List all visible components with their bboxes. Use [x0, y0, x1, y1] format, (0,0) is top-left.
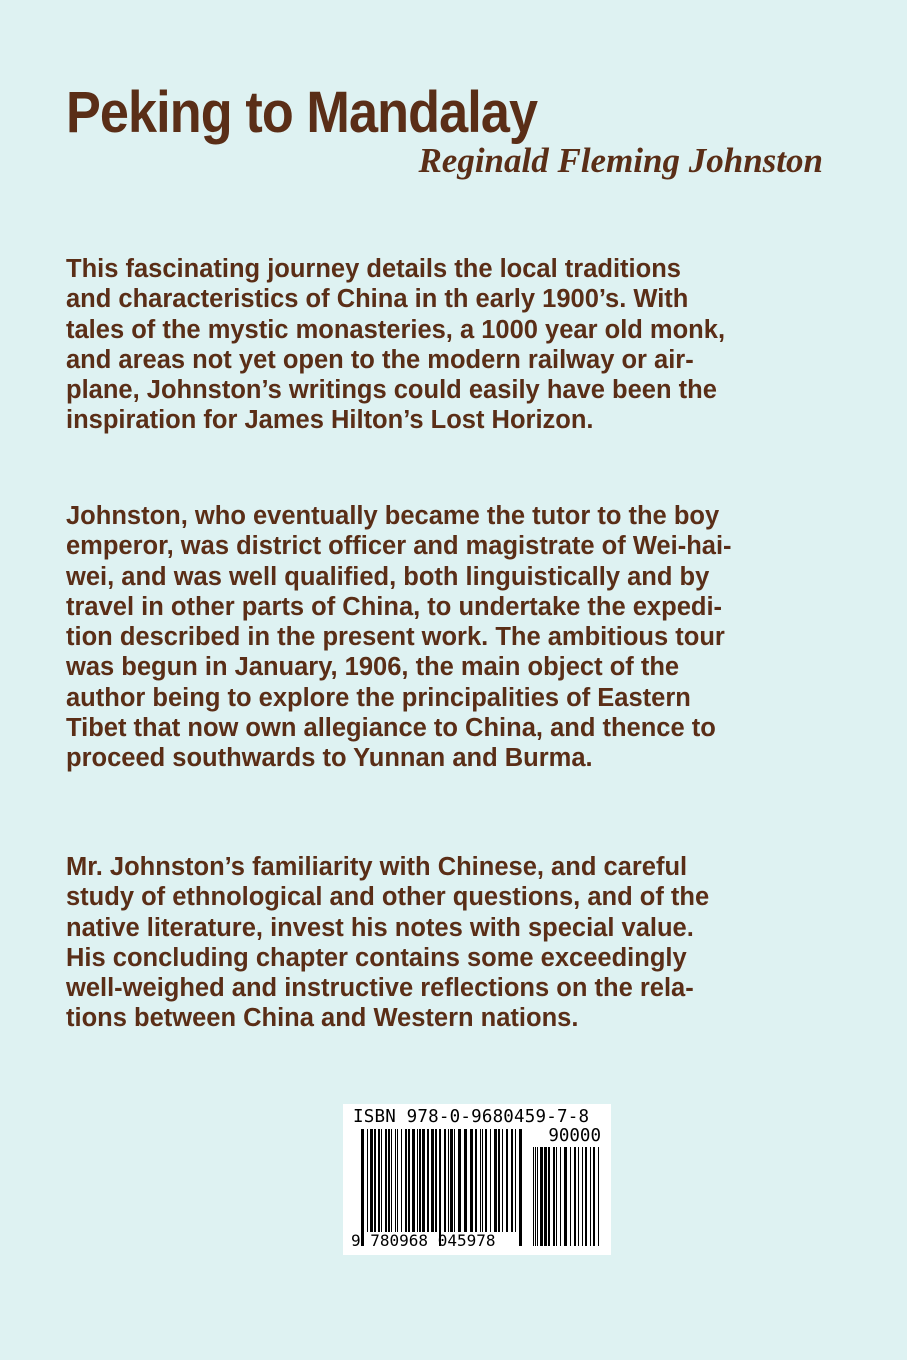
text-line: tions between China and Western nations.	[66, 1004, 579, 1033]
barcode-addon-code: 90000	[548, 1126, 601, 1146]
description-paragraph-1	[66, 254, 846, 436]
barcode-digits: 9 780968 045978	[351, 1231, 496, 1250]
text-line: inspiration for James Hilton’s Lost Horizon.	[66, 406, 594, 435]
text-line: tales of the mystic monasteries, a 1000 year old monk,	[66, 315, 726, 344]
text-line: This fascinating journey details the local traditions	[66, 255, 681, 283]
description-paragraph-2	[66, 501, 846, 774]
text-line: proceed southwards to Yunnan and Burma.	[66, 744, 593, 773]
isbn-barcode	[343, 1104, 611, 1255]
text-line: study of ethnological and other questions, and of the	[66, 883, 710, 912]
text-line: His concluding chapter contains some exceedingly	[66, 943, 687, 972]
text-line: was begun in January, 1906, the main object of the	[66, 653, 680, 682]
text-line: emperor, was district officer and magistrate of Wei-hai-	[66, 532, 732, 561]
text-line: Mr. Johnston’s familiarity with Chinese, and careful	[66, 853, 688, 881]
text-line: and characteristics of China in th early 1900’s. With	[66, 285, 689, 314]
text-line: native literature, invest his notes with special value.	[66, 913, 694, 942]
text-line: travel in other parts of China, to undertake the expedi-	[66, 592, 723, 621]
text-line: tion described in the present work. The ambitious tour	[66, 623, 725, 652]
author-name: Reginald Fleming Johnston	[418, 141, 823, 180]
text-line: author being to explore the principalities of Eastern	[66, 683, 691, 712]
text-line: and areas not yet open to the modern railway or air-	[66, 345, 694, 374]
text-line: plane, Johnston’s writings could easily have been the	[66, 376, 717, 405]
text-line: Tibet that now own allegiance to China, and thence to	[66, 714, 716, 743]
text-line: Johnston, who eventually became the tutor to the boy	[66, 502, 720, 530]
description-paragraph-3	[66, 852, 846, 1034]
page-title: Peking to Mandalay	[66, 80, 538, 145]
isbn-label: ISBN 978-0-9680459-7-8	[353, 1107, 590, 1127]
text-line: wei, and was well qualified, both linguistically and by	[66, 562, 710, 591]
text-line: well-weighed and instructive reflections on the rela-	[66, 974, 694, 1003]
